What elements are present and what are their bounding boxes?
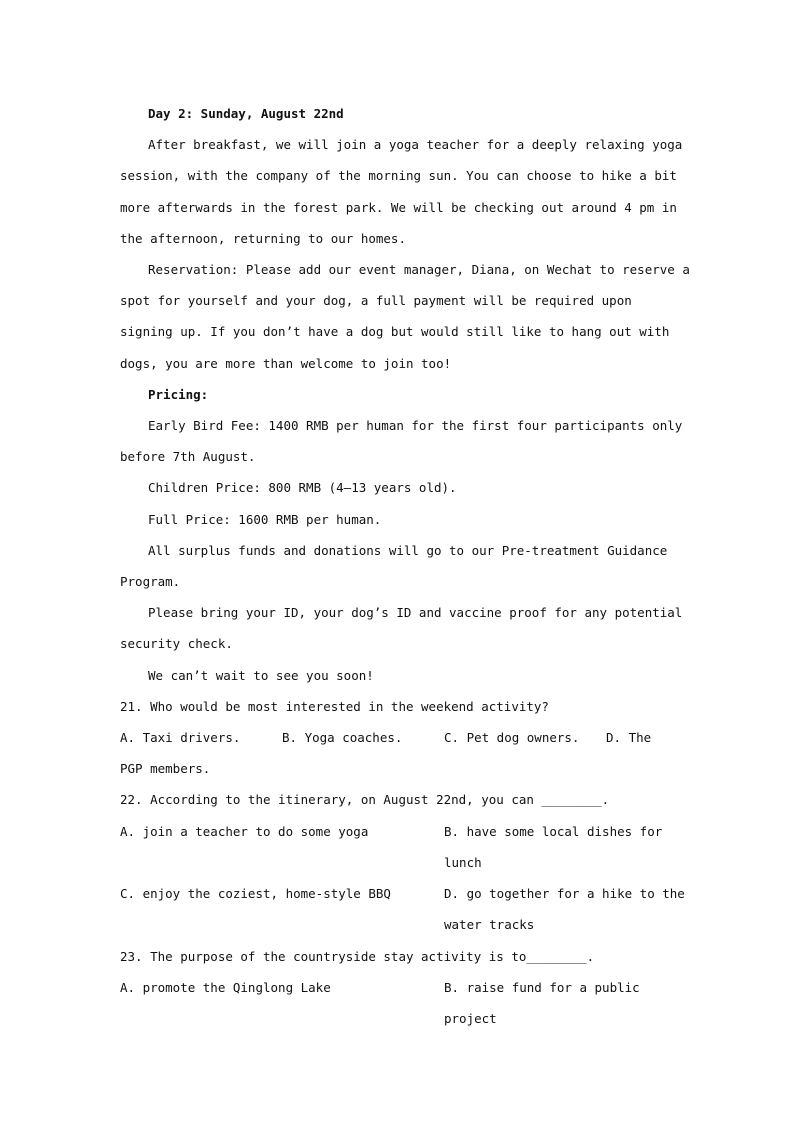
question-23-option-a: A. promote the Qinglong Lake xyxy=(120,979,331,995)
day2-paragraph: After breakfast, we will join a yoga teacher for a deeply relaxing yoga session, with the company of the morning sun. You can choose to hike a bit more afterwards in the forest park. We will be checking out around 4 pm in the afternoon, returning to our homes. xyxy=(120,137,683,246)
surplus-funds-note: All surplus funds and donations will go to our Pre-treatment Guidance Program. xyxy=(120,542,668,590)
pricing-heading: Pricing: xyxy=(148,386,209,402)
question-21-option-a: A. Taxi drivers. xyxy=(120,730,241,746)
question-22-options-row-1 xyxy=(120,816,690,878)
question-21-option-c: C. Pet dog owners. xyxy=(444,730,580,746)
day2-heading: Day 2: Sunday, August 22nd xyxy=(148,106,344,121)
question-22-option-a: A. join a teacher to do some yoga xyxy=(120,823,369,839)
question-22-option-b: B. have some local dishes for lunch xyxy=(444,823,663,870)
question-23-options-row-1 xyxy=(120,972,690,1034)
question-21-option-d-start: D. The xyxy=(606,730,652,746)
question-21-options-row xyxy=(120,722,690,753)
full-price: Full Price: 1600 RMB per human. xyxy=(148,511,382,527)
question-23-stem: 23. The purpose of the countryside stay activity is to________. xyxy=(120,948,595,964)
early-bird-fee: Early Bird Fee: 1400 RMB per human for the first four participants only before 7th August. xyxy=(120,418,683,465)
question-22-options-row-2 xyxy=(120,878,690,940)
document-content xyxy=(120,98,690,1034)
reservation-paragraph: Reservation: Please add our event manager, Diana, on Wechat to reserve a spot for yourself and your dog, a full payment will be required upon signing up. If you don’t have a dog but would still like to hang out with dogs, you are more than welcome to join too! xyxy=(120,262,690,371)
closing-line: We can’t wait to see you soon! xyxy=(148,667,374,683)
question-22-stem: 22. According to the itinerary, on August 22nd, you can ________. xyxy=(120,792,610,808)
question-21-stem: 21. Who would be most interested in the weekend activity? xyxy=(120,698,549,714)
question-22-option-d: D. go together for a hike to the water tracks xyxy=(444,886,685,933)
bring-documents-note: Please bring your ID, your dog’s ID and vaccine proof for any potential security check. xyxy=(120,605,683,652)
children-price: Children Price: 800 RMB (4—13 years old). xyxy=(148,480,457,496)
question-22-option-c: C. enjoy the coziest, home-style BBQ xyxy=(120,886,391,902)
question-23-option-b: B. raise fund for a public project xyxy=(444,979,640,1026)
question-21-option-b: B. Yoga coaches. xyxy=(282,730,403,746)
question-21-option-d: PGP members. xyxy=(120,761,211,777)
